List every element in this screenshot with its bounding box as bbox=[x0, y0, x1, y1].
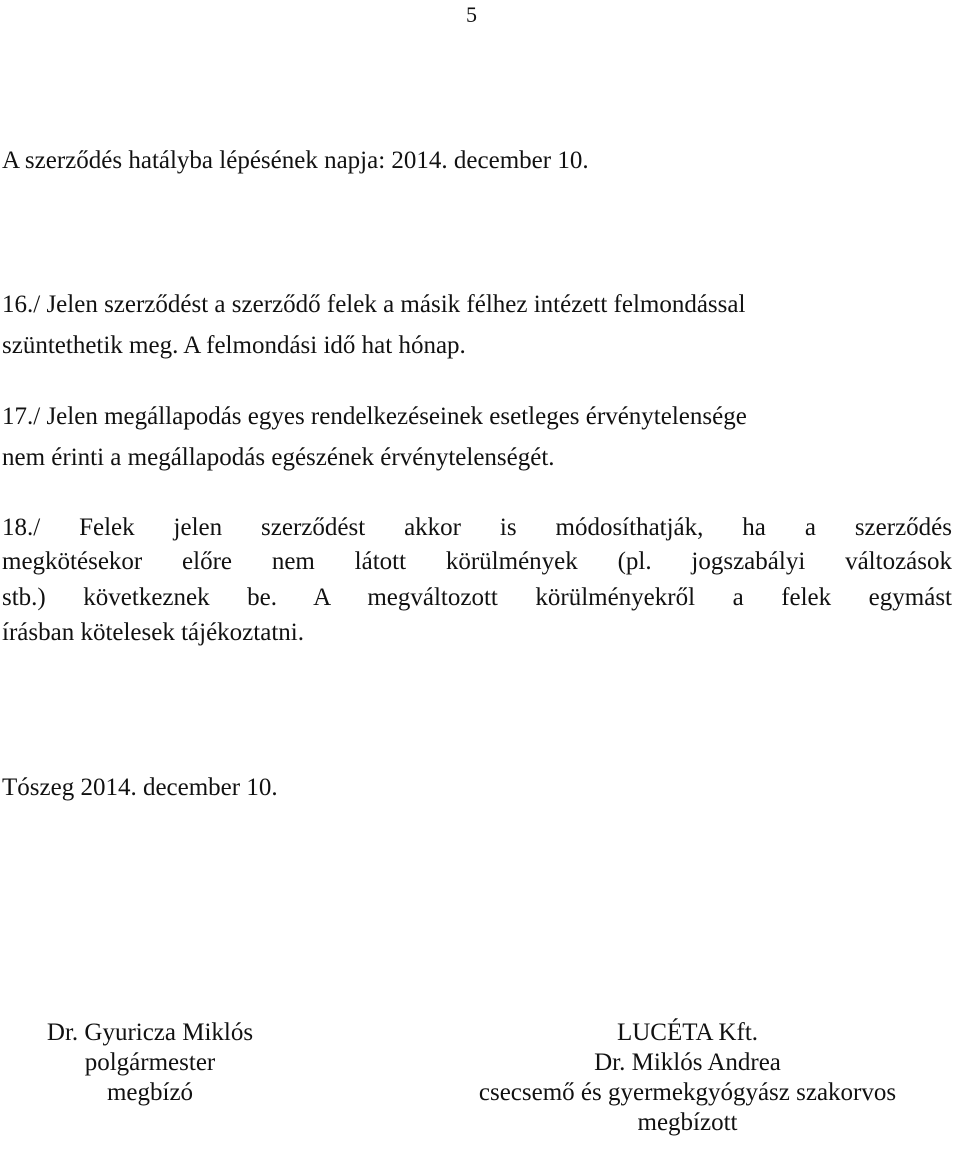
signatory-company: LUCÉTA Kft. bbox=[616, 1019, 759, 1046]
section-16-line-2: szüntethetik meg. A felmondási idő hat hónap. bbox=[2, 332, 466, 359]
signature-block-right bbox=[420, 1018, 955, 1138]
signatory-role: megbízott bbox=[637, 1109, 738, 1136]
signature-block-left bbox=[10, 1018, 290, 1108]
signatory-name: Dr. Gyuricza Miklós bbox=[46, 1019, 254, 1046]
section-16-line-1: 16./ Jelen szerződést a szerződő felek a másik félhez intézett felmondással bbox=[2, 291, 746, 318]
section-17-line-1: 17./ Jelen megállapodás egyes rendelkezéseinek esetleges érvénytelensége bbox=[2, 403, 747, 430]
place-and-date: Tószeg 2014. december 10. bbox=[2, 774, 278, 801]
signatory-role: megbízó bbox=[106, 1079, 194, 1106]
signatory-name: Dr. Miklós Andrea bbox=[594, 1049, 781, 1076]
signatory-title: polgármester bbox=[84, 1049, 216, 1076]
section-18-line-2: megkötésekor előre nem látott körülmények (pl. jogszabályi változások bbox=[2, 548, 952, 575]
section-18-line-4: írásban kötelesek tájékoztatni. bbox=[2, 619, 304, 646]
section-17-line-2: nem érinti a megállapodás egészének érvénytelenségét. bbox=[2, 444, 555, 471]
page-number: 5 bbox=[466, 2, 477, 27]
effective-date-line: A szerződés hatályba lépésének napja: 2014. december 10. bbox=[2, 147, 589, 174]
section-18-line-1: 18./ Felek jelen szerződést akkor is módosíthatják, ha a szerződés bbox=[2, 514, 952, 541]
signatory-title: csecsemő és gyermekgyógyász szakorvos bbox=[478, 1079, 897, 1106]
section-18-line-3: stb.) következnek be. A megváltozott körülményekről a felek egymást bbox=[2, 584, 952, 611]
